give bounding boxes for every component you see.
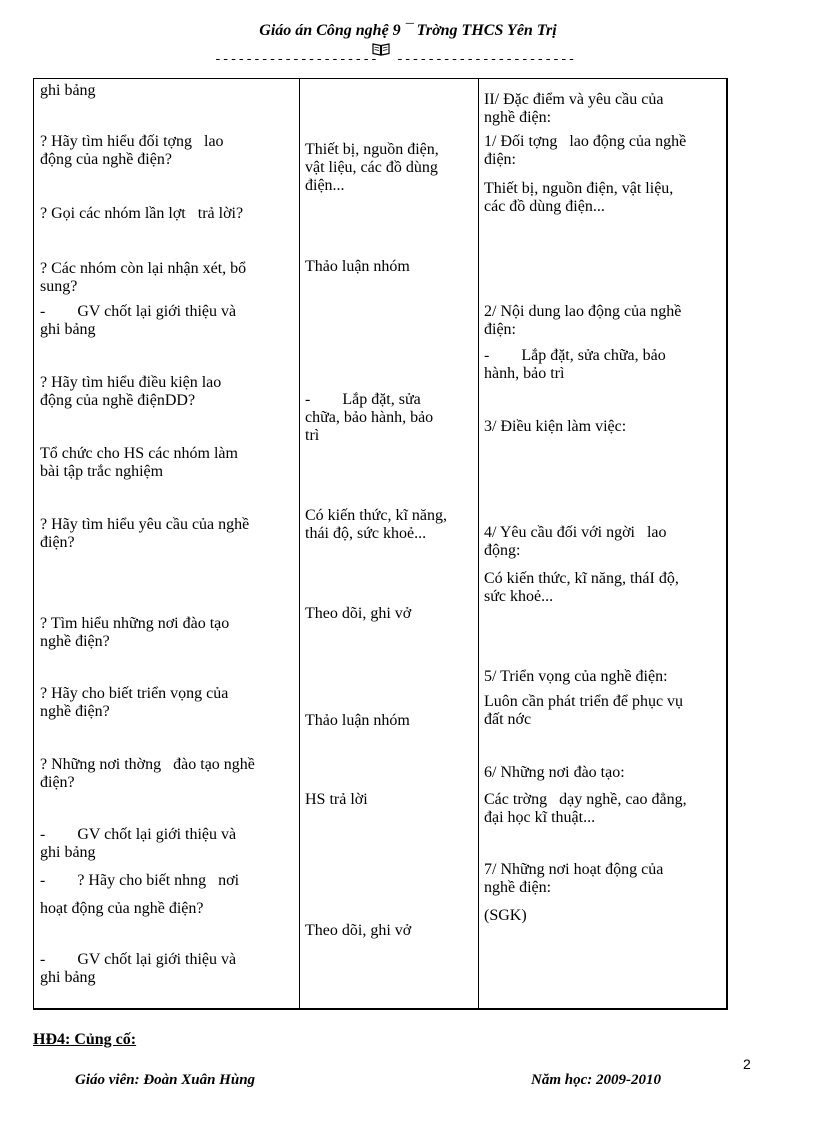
student-activity: HS trả lời — [305, 791, 368, 808]
header-rule-left: --------------------- — [214, 52, 378, 67]
teacher-activity: hoạt động của nghề điện? — [40, 900, 204, 917]
teacher-activity: ? Hãy tìm hiểu yêu cầu của nghề điện? — [40, 516, 250, 551]
board-note: 6/ Những nơi đào tạo: — [484, 764, 625, 781]
teacher-activity: - GV chốt lại giới thiệu và ghi bảng — [40, 303, 237, 338]
page-number: 2 — [743, 1056, 751, 1072]
student-activity: Thảo luận nhóm — [305, 712, 410, 729]
student-activity: Có kiến thức, kĩ năng, thái độ, sức khoẻ... — [305, 507, 447, 542]
student-activity: Theo dõi, ghi vở — [305, 922, 412, 939]
board-note: (SGK) — [484, 907, 527, 924]
board-note: Thiết bị, nguồn điện, vật liệu, các đồ dùng điện... — [484, 180, 674, 215]
column-divider — [299, 79, 300, 1008]
student-activity: Theo dõi, ghi vở — [305, 605, 412, 622]
teacher-activity: - ? Hãy cho biết nhng nơi — [40, 872, 240, 889]
board-note: 3/ Điều kiện làm việc: — [484, 418, 627, 435]
section-heading: HĐ4: Củng cố: — [33, 1031, 137, 1048]
teacher-activity: ? Các nhóm còn lại nhận xét, bổ sung? — [40, 260, 247, 295]
board-note: Có kiến thức, kĩ năng, tháI độ, sức khoẻ... — [484, 570, 679, 605]
teacher-activity: ? Tìm hiểu những nơi đào tạo nghề điện? — [40, 615, 230, 650]
board-note: - Lắp đặt, sửa chữa, bảo hành, bảo trì — [484, 347, 666, 382]
teacher-activity: ghi bảng — [40, 82, 96, 99]
teacher-activity: ? Hãy tìm hiểu đối tợng lao động của nghề điện? — [40, 133, 224, 168]
board-note: Luôn cần phát triển để phục vụ đất nớc — [484, 693, 684, 728]
teacher-activity: Tổ chức cho HS các nhóm làm bài tập trắc nghiệm — [40, 445, 238, 480]
student-activity: Thiết bị, nguồn điện, vật liệu, các đồ dùng điện... — [305, 141, 439, 194]
board-note: 4/ Yêu cầu đối với ngời lao động: — [484, 524, 667, 559]
footer-teacher: Giáo viên: Đoàn Xuân Hùng — [75, 1072, 256, 1088]
page-header-title: Giáo án Công nghệ 9 ¯ Trờng THCS Yên Trị — [259, 22, 557, 39]
teacher-activity: ? Những nơi thờng đào tạo nghề điện? — [40, 756, 255, 791]
lesson-table — [33, 78, 728, 1010]
board-note: 2/ Nội dung lao động của nghề điện: — [484, 303, 682, 338]
student-activity: Thảo luận nhóm — [305, 258, 410, 275]
teacher-activity: - GV chốt lại giới thiệu và ghi bảng — [40, 951, 237, 986]
board-note: II/ Đặc điểm và yêu cầu của nghề điện: — [484, 91, 664, 126]
footer-school-year: Năm học: 2009-2010 — [531, 1072, 661, 1088]
board-note: 1/ Đối tợng lao động của nghề điện: — [484, 133, 687, 168]
student-activity: - Lắp đặt, sửa chữa, bảo hành, bảo trì — [305, 391, 434, 444]
teacher-activity: ? Gọi các nhóm lần lợt trả lời? — [40, 205, 244, 222]
board-note: Các trờng dạy nghề, cao đẳng, đại học kĩ thuật... — [484, 791, 687, 826]
column-divider — [478, 79, 479, 1008]
board-note: 5/ Triển vọng của nghề điện: — [484, 668, 668, 685]
teacher-activity: - GV chốt lại giới thiệu và ghi bảng — [40, 826, 237, 861]
teacher-activity: ? Hãy cho biết triển vọng của nghề điện? — [40, 685, 229, 720]
board-note: 7/ Những nơi hoạt động của nghề điện: — [484, 861, 664, 896]
teacher-activity: ? Hãy tìm hiểu điều kiện lao động của nghề điệnDD? — [40, 374, 222, 409]
header-rule-right: ----------------------- — [396, 52, 576, 67]
